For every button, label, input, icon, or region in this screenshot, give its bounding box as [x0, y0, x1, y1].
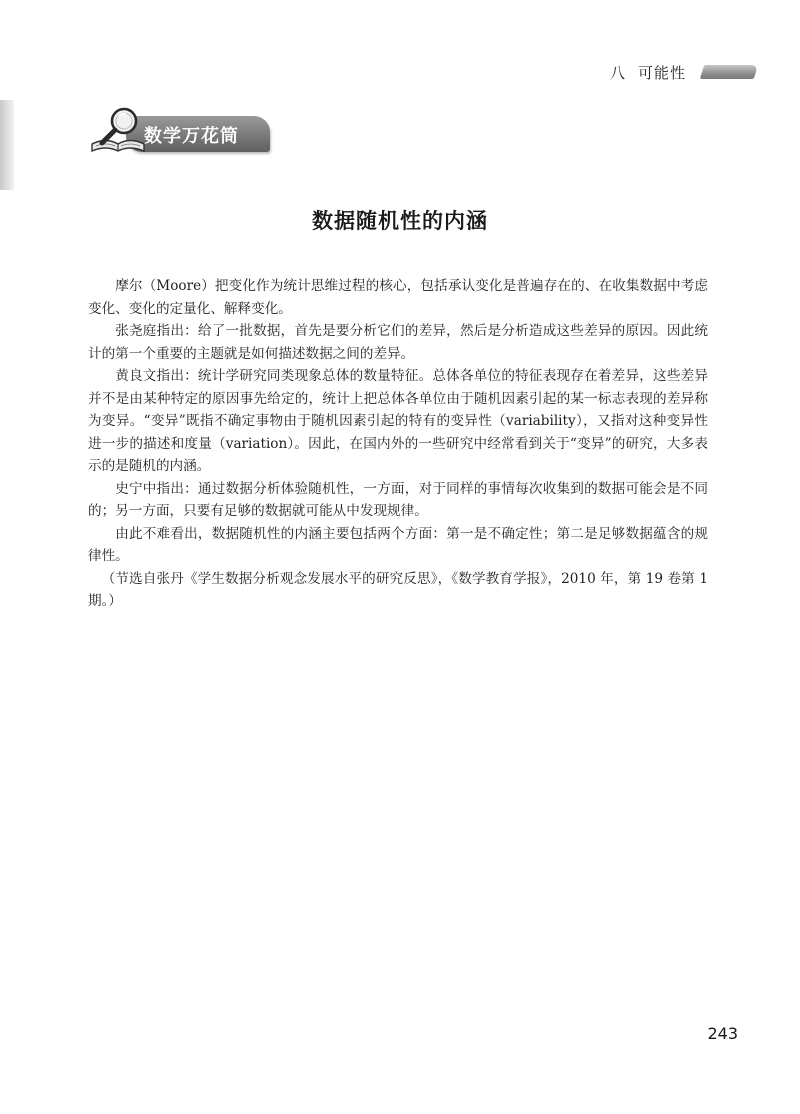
page-number: 243	[707, 1024, 738, 1043]
chapter-tab-decoration	[700, 65, 759, 79]
article-title: 数据随机性的内涵	[312, 209, 488, 233]
citation: （节选自张丹《学生数据分析观念发展水平的研究反思》，《数学教育学报》，2010 年，第 19 卷第 1 期。）	[88, 570, 708, 609]
paragraph-conclusion: 由此不难看出，数据随机性的内涵主要包括两个方面：第一是不确定性；第二是足够数据蕴含的规律性。	[88, 525, 708, 564]
badge-label: 数学万花筒	[144, 126, 239, 147]
running-header	[610, 60, 756, 84]
paragraph-huang: 黄良文指出：统计学研究同类现象总体的数量特征。总体各单位的特征表现存在着差异，这些差异并不是由某种特定的原因事先给定的，统计上把总体各单位由于随机因素引起的某一标志表现的差异称为变异。“变异”既指不确定事物由于随机因素引起的特有的变异性（variability），又指对这种变异性进一步的描述和度量（variation）。因此，在国内外的一些研究中经常看到关于“变异”的研究，大多表示的是随机的内涵。	[88, 368, 708, 474]
paragraph-shi: 史宁中指出：通过数据分析体验随机性，一方面，对于同样的事情每次收集到的数据可能会是不同的；另一方面，只要有足够的数据就可能从中发现规律。	[88, 480, 708, 519]
magnifier-book-icon	[86, 104, 150, 156]
paragraph-zhang: 张尧庭指出：给了一批数据，首先是要分析它们的差异，然后是分析造成这些差异的原因。因此统计的第一个重要的主题就是如何描述数据之间的差异。	[88, 323, 708, 362]
chapter-number: 八	[609, 63, 626, 82]
chapter-title: 可能性	[637, 63, 686, 82]
paragraph-moore: 摩尔（Moore）把变化作为统计思维过程的核心，包括承认变化是普遍存在的、在收集数据中考虑变化、变化的定量化、解释变化。	[88, 278, 708, 317]
column-badge	[86, 104, 276, 156]
page-edge-strip	[0, 100, 14, 190]
article-body	[88, 275, 708, 613]
